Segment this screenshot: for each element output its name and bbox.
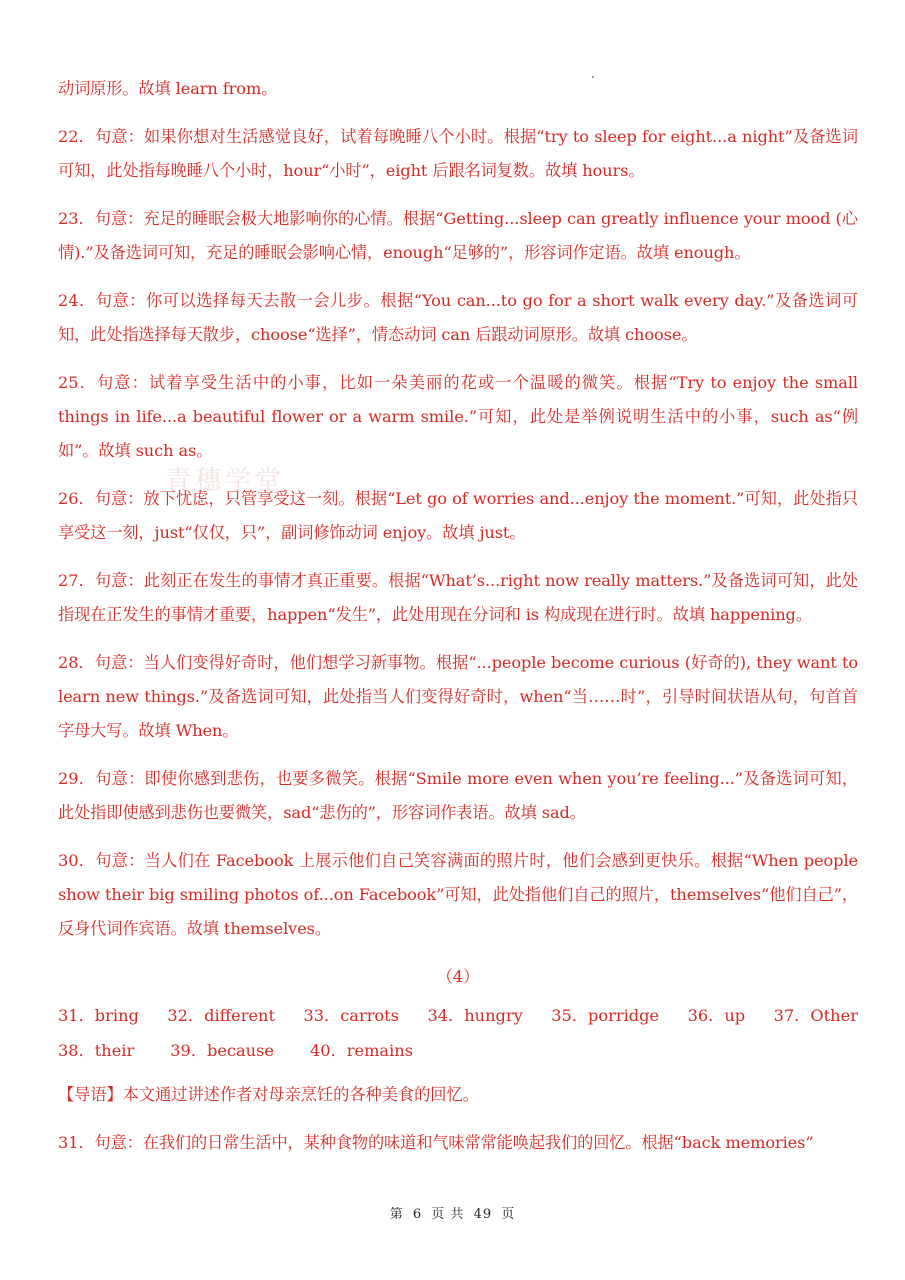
intro-tag: 【导语】 xyxy=(58,1085,123,1104)
footer-suffix: 页 xyxy=(501,1207,516,1222)
answer-32: 32．different xyxy=(167,1006,275,1025)
answer-row-1 xyxy=(58,998,858,1033)
explanation-24: 24．句意：你可以选择每天去散一会儿步。根据“You can...to go for a short walk every day.”及备选词可知，此处指选择每天散步，choose“选择”，情态动词 can 后跟动词原形。故填 choose。 xyxy=(58,291,858,344)
explanation-23: 23．句意：充足的睡眠会极大地影响你的心情。根据“Getting...sleep can greatly influence your mood (心情).”及备选词可知，充足的睡眠会影响心情，enough“足够的”，形容词作定语。故填 enough。 xyxy=(58,209,858,262)
answer-38: 38．their xyxy=(58,1041,135,1060)
answer-33: 33．carrots xyxy=(303,1006,399,1025)
answer-36: 36．up xyxy=(687,1006,746,1025)
explanation-25: 25．句意：试着享受生活中的小事，比如一朵美丽的花或一个温暖的微笑。根据“Try to enjoy the small things in life...a beautiful flower or a warm smile.”可知，此处是举例说明生活中的小事，such as“例如”。故填 such as。 xyxy=(58,373,858,460)
footer-total-pages: 49 xyxy=(473,1207,493,1222)
footer-prefix: 第 xyxy=(389,1207,404,1222)
answer-35: 35．porridge xyxy=(551,1006,660,1025)
answer-key xyxy=(58,998,858,1068)
paragraph-continuation: 动词原形。故填 learn from。 xyxy=(58,79,278,98)
footer-page-number: 6 xyxy=(412,1207,423,1222)
watermark: 青穗学堂 xyxy=(165,466,286,496)
explanation-26: 26．句意：放下忧虑，只管享受这一刻。根据“Let go of worries and...enjoy the moment.”可知，此处指只享受这一刻，just“仅仅，只”，副词修饰动词 enjoy。故填 just。 xyxy=(58,489,858,542)
section-heading: （4） xyxy=(436,967,480,986)
page-footer xyxy=(0,1203,905,1222)
answer-row-2 xyxy=(58,1033,858,1068)
footer-mid: 页 共 xyxy=(431,1207,465,1222)
explanation-31: 31．句意：在我们的日常生活中，某种食物的味道和气味常常能唤起我们的回忆。根据“back memories” xyxy=(58,1133,814,1152)
answer-40: 40．remains xyxy=(309,1041,413,1060)
answer-39: 39．because xyxy=(170,1041,274,1060)
page-content xyxy=(58,72,858,1174)
intro-paragraph xyxy=(58,1078,858,1112)
intro-text: 本文通过讲述作者对母亲烹饪的各种美食的回忆。 xyxy=(122,1085,479,1104)
explanation-22: 22．句意：如果你想对生活感觉良好，试着每晚睡八个小时。根据“try to sleep for eight...a night”及备选词可知，此处指每晚睡八个小时，hour“小时”，eight 后跟名词复数。故填 hours。 xyxy=(58,127,858,180)
explanation-27: 27．句意：此刻正在发生的事情才真正重要。根据“What’s...right now really matters.”及备选词可知，此处指现在正发生的事情才重要，happen“发生”，此处用现在分词和 is 构成现在进行时。故填 happening。 xyxy=(58,571,858,624)
answer-37: 37．Other xyxy=(773,1006,858,1025)
answer-34: 34．hungry xyxy=(427,1006,523,1025)
explanation-30: 30．句意：当人们在 Facebook 上展示他们自己笑容满面的照片时，他们会感到更快乐。根据“When people show their big smiling photos of...on Facebook”可知，此处指他们自己的照片，themselves“他们自己”，反身代词作宾语。故填 themselves。 xyxy=(58,851,858,938)
explanation-29: 29．句意：即使你感到悲伤，也要多微笑。根据“Smile more even when you’re feeling...”及备选词可知，此处指即使感到悲伤也要微笑，sad“悲伤的”，形容词作表语。故填 sad。 xyxy=(58,769,858,822)
answer-31: 31．bring xyxy=(58,1006,139,1025)
explanation-28: 28．句意：当人们变得好奇时，他们想学习新事物。根据“...people become curious (好奇的), they want to learn new things.”及备选词可知，此处指当人们变得好奇时，when“当……时”，引导时间状语从句，句首首字母大写。故填 When。 xyxy=(58,653,858,740)
